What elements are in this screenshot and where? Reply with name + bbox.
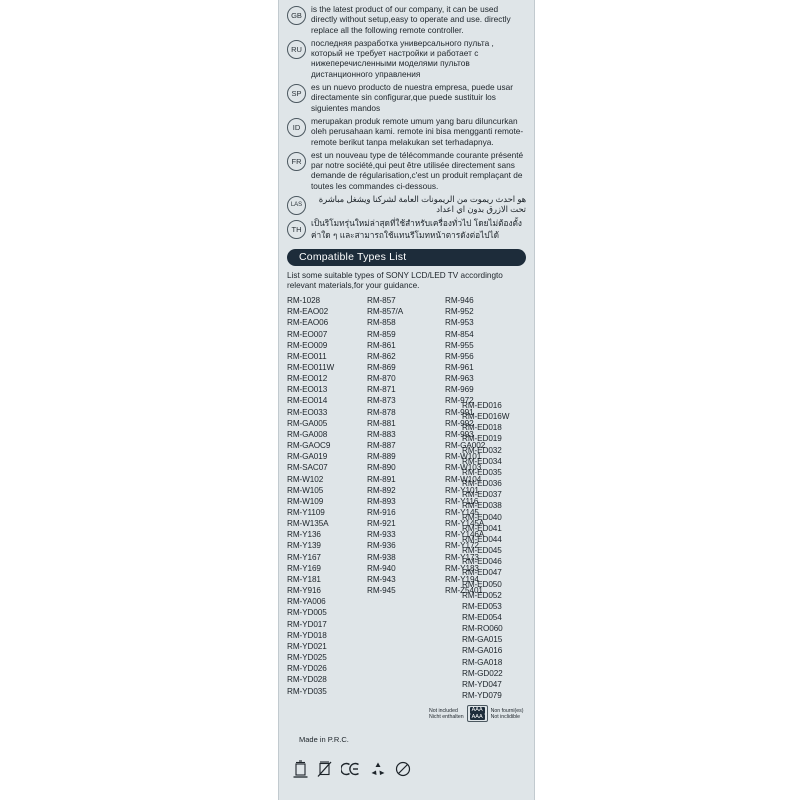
model-code: RM-GA018: [462, 657, 503, 667]
model-code: RM-EAO02: [287, 307, 329, 317]
model-code: RM-889: [367, 452, 396, 462]
language-block-id: [279, 116, 534, 147]
language-text-th: เป็นริโมทรุ่นใหม่ล่าสุดที่ใช้สำหรับเครื่องทั่วไป โดยไม่ต้องตั้งค่าใด ๆ และสามารถใช้แทนรีโมทหน้าตารดังต่อไปได้: [311, 218, 522, 240]
weee-bin-icon: [293, 760, 308, 778]
language-badge-th: TH: [287, 220, 306, 239]
model-code: RM-945: [367, 586, 396, 596]
model-code: RM-857: [367, 296, 396, 306]
model-code: RM-991: [445, 407, 474, 417]
model-code: RM-956: [445, 351, 474, 361]
model-code: RM-YD079: [462, 691, 502, 701]
model-code: RM-Z5401: [445, 586, 483, 596]
model-code: RM-EAO06: [287, 318, 329, 328]
model-code: RM-EO011: [287, 351, 327, 361]
language-badge-fr: FR: [287, 152, 306, 171]
model-code: RM-963: [445, 374, 474, 384]
model-code: RM-952: [445, 307, 474, 317]
model-code: RM-Y173: [445, 552, 479, 562]
model-code: RM-936: [367, 541, 396, 551]
model-code: RM-GA008: [287, 429, 328, 439]
battery-note-text-2: [491, 708, 524, 720]
language-block-ru: [279, 38, 534, 79]
battery-note-group: [429, 705, 527, 722]
model-code: RM-EO033: [287, 407, 328, 417]
model-code: RM-Y136: [287, 530, 321, 540]
model-code: RM-969: [445, 385, 474, 395]
model-code: RM-ED046: [462, 557, 502, 567]
model-code: RM-YD018: [287, 630, 327, 640]
model-code: RM-ED018: [462, 423, 502, 433]
model-code: RM-871: [367, 385, 396, 395]
model-code: RM-ED045: [462, 546, 502, 556]
model-code: RM-Y194: [445, 574, 479, 584]
model-code: RM-Y167: [287, 552, 321, 562]
language-block-las: [279, 194, 534, 215]
made-in-label: Made in P.R.C.: [299, 735, 349, 744]
model-code: RM-993: [445, 429, 474, 439]
battery-note-text: [429, 708, 464, 720]
model-code: RM-W109: [287, 496, 324, 506]
model-code: RM-883: [367, 429, 396, 439]
model-code: RM-938: [367, 552, 396, 562]
model-code: RM-869: [367, 362, 396, 372]
model-column-4: [462, 400, 534, 701]
battery-note-line1-en: Not included: [429, 707, 458, 714]
model-code: RM-YA006: [287, 597, 326, 607]
model-code: RM-Y916: [287, 586, 321, 596]
compatible-types-heading: Compatible Types List: [287, 249, 526, 266]
do-not-dispose-icon: [317, 760, 332, 778]
language-text-id: merupakan produk remote umum yang baru diluncurkan oleh perusahaan kami. remote ini bisa mengganti remote-remote berikut tanpa melakukan set terhadapnya.: [311, 115, 524, 147]
model-code: RM-YD005: [287, 608, 327, 618]
model-code: RM-W104: [445, 474, 482, 484]
model-code: RM-ED050: [462, 579, 502, 589]
model-code: RM-ED032: [462, 445, 502, 455]
model-code: RM-891: [367, 474, 396, 484]
model-code: RM-ED041: [462, 523, 502, 533]
model-code: RM-W105: [287, 485, 324, 495]
model-code: RM-Y172: [445, 541, 479, 551]
battery-size-box: [467, 705, 488, 722]
model-code: RM-GA005: [287, 418, 328, 428]
no-fire-icon: [395, 761, 411, 777]
model-code: RM-YD025: [287, 653, 327, 663]
model-code: RM-Y145A: [445, 519, 485, 529]
model-code: RM-YD026: [287, 664, 327, 674]
model-code: RM-ED016W: [462, 412, 510, 422]
model-code: RM-EO012: [287, 374, 328, 384]
model-code: RM-Y139: [287, 541, 321, 551]
model-code: RM-GAOC9: [287, 441, 331, 451]
battery-note-line2-local: Not inclidible: [490, 713, 521, 720]
model-code: RM-859: [367, 329, 396, 339]
language-block-fr: [279, 150, 534, 191]
model-code: RM-EO009: [287, 340, 328, 350]
model-code: RM-921: [367, 519, 396, 529]
compatible-types-subtext: List some suitable types of SONY LCD/LED TV accordingto relevant materials,for your guidance.: [287, 271, 503, 291]
model-code: RM-878: [367, 407, 396, 417]
model-code: RM-YD047: [462, 679, 502, 689]
model-code: RM-GA002: [445, 441, 486, 451]
language-text-sp: es un nuevo producto de nuestra empresa, puede usar directamente sin configurar,que puede sustituir los siguientes mandos: [311, 82, 514, 113]
model-code: RM-Y101: [445, 485, 479, 495]
model-code: RM-862: [367, 351, 396, 361]
model-code: RM-ED053: [462, 601, 502, 611]
model-code: RM-W101: [445, 452, 482, 462]
model-code: RM-ED052: [462, 590, 502, 600]
language-text-las: هو احدث ريموت من الريمونات العامة لشركنا ويشغل مباشرة تحت الازرق بدون اي اعداد: [318, 194, 526, 215]
model-code: RM-933: [367, 530, 396, 540]
model-code: RM-ED016: [462, 401, 502, 410]
model-code: RM-RO060: [462, 624, 503, 634]
battery-size-label: AAA: [471, 713, 483, 720]
model-code: RM-972: [445, 396, 474, 406]
model-code: RM-ED047: [462, 568, 502, 578]
model-code: RM-ED034: [462, 456, 502, 466]
model-code: RM-893: [367, 496, 396, 506]
model-code: RM-Y183: [445, 563, 479, 573]
model-code: RM-ED037: [462, 490, 502, 500]
model-code: RM-992: [445, 418, 474, 428]
language-block-th: [279, 218, 534, 241]
language-text-gb: is the latest product of our company, it can be used directly without setup,easy to operate and use. directly replace all the following remote controller.: [311, 4, 511, 35]
model-code: RM-EO014: [287, 396, 328, 406]
model-code: RM-955: [445, 340, 474, 350]
model-code: RM-Y1109: [287, 508, 325, 518]
recycle-icon: [370, 761, 386, 777]
model-code: RM-857/A: [367, 307, 404, 317]
battery-note-line2-en: Non fourni(es): [490, 707, 524, 714]
model-column-2: [367, 295, 445, 697]
model-column-1: [287, 295, 367, 697]
model-code: RM-W102: [287, 474, 324, 484]
model-code: RM-W135A: [287, 519, 329, 529]
model-code: RM-946: [445, 296, 474, 306]
model-code: RM-Y146A: [445, 530, 485, 540]
model-code: RM-YD035: [287, 686, 327, 696]
battery-size-label: AAA: [471, 707, 483, 713]
language-badge-sp: SP: [287, 84, 306, 103]
model-code: RM-ED040: [462, 512, 502, 522]
language-text-ru: последняя разработка универсального пульта , который не требует настройки и работает с нижеперечисленными моделями пультов дистанционного управления: [311, 37, 494, 79]
model-code: RM-ED019: [462, 434, 502, 444]
language-badge-ru: RU: [287, 40, 306, 59]
model-code: RM-YD017: [287, 619, 327, 629]
model-code: RM-YD028: [287, 675, 327, 685]
model-code: RM-YD021: [287, 641, 327, 651]
model-code: RM-858: [367, 318, 396, 328]
language-block-gb: [279, 4, 534, 35]
language-text-fr: est un nouveau type de télécommande courante présenté par notre société,qui peut être utilisée directement sans demande de régularisation,c'est un produit remplaçant de toutes les commandes ci-dessous.: [311, 149, 524, 191]
language-block-sp: [279, 82, 534, 113]
model-code: RM-Y116: [445, 496, 479, 506]
model-code: RM-ED044: [462, 534, 502, 544]
compliance-symbol-strip: [293, 760, 411, 778]
model-code: RM-GA016: [462, 646, 503, 656]
ce-mark-icon: [341, 762, 361, 776]
model-code: RM-ED038: [462, 501, 502, 511]
model-code: RM-GA015: [462, 635, 503, 645]
model-code: RM-GD022: [462, 668, 503, 678]
language-badge-id: ID: [287, 118, 306, 137]
model-code: RM-EO013: [287, 385, 328, 395]
model-code: RM-EO011W: [287, 362, 335, 372]
model-code: RM-887: [367, 441, 396, 451]
model-code: RM-GA019: [287, 452, 328, 462]
model-code: RM-ED054: [462, 612, 502, 622]
model-code: RM-Y181: [287, 574, 321, 584]
battery-note-line1-local: Nicht enthalten: [429, 713, 464, 720]
model-code: RM-892: [367, 485, 396, 495]
model-code: RM-Y169: [287, 563, 321, 573]
model-code: RM-953: [445, 318, 474, 328]
model-code: RM-861: [367, 340, 396, 350]
model-code: RM-854: [445, 329, 474, 339]
model-code: RM-961: [445, 362, 474, 372]
model-code: RM-SAC07: [287, 463, 328, 473]
model-code: RM-ED035: [462, 467, 502, 477]
model-code: RM-873: [367, 396, 396, 406]
language-badge-gb: GB: [287, 6, 306, 25]
packaging-side-panel: [278, 0, 535, 800]
model-code: RM-W103: [445, 463, 482, 473]
model-code: RM-943: [367, 574, 396, 584]
model-code: RM-940: [367, 563, 396, 573]
language-badge-las: LAS: [287, 196, 306, 215]
model-code: RM-890: [367, 463, 396, 473]
model-code: RM-916: [367, 508, 396, 518]
model-code: RM-881: [367, 418, 396, 428]
model-code: RM-1028: [287, 296, 320, 306]
model-code: RM-870: [367, 374, 396, 384]
model-code: RM-ED036: [462, 479, 502, 489]
model-code: RM-EO007: [287, 329, 328, 339]
model-code: RM-Y145: [445, 508, 479, 518]
